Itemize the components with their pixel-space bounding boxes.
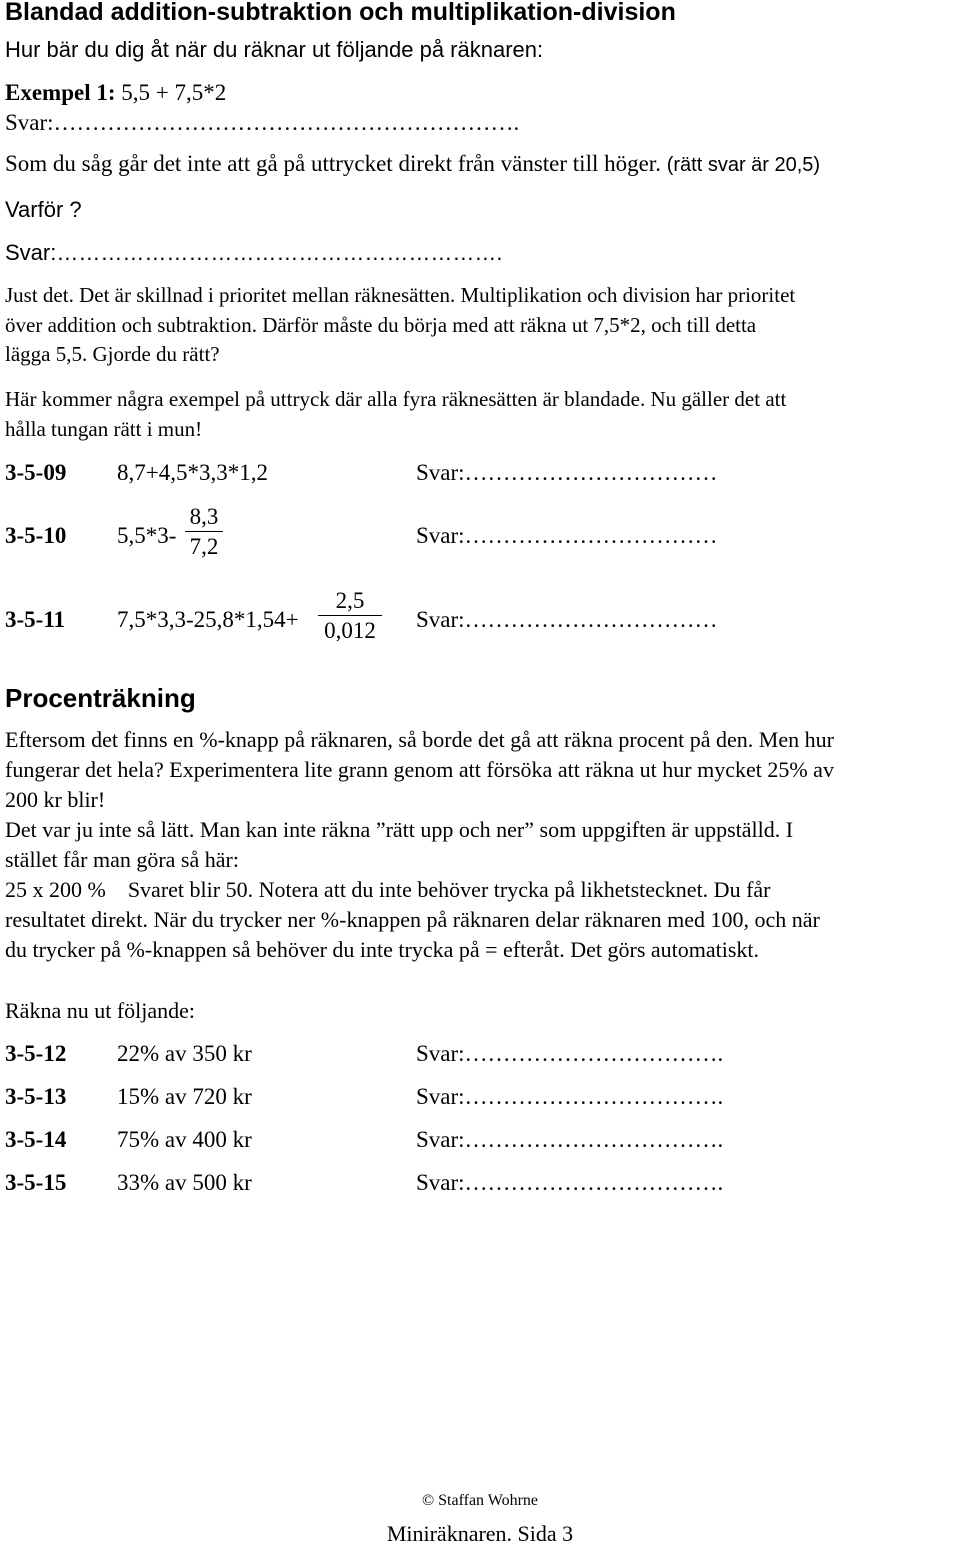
exercise-expression: 75% av 400 kr [117,1127,252,1152]
exercise-id: 3-5-11 [5,607,66,632]
intro-text: Hur bär du dig åt när du räknar ut följande på räknaren: [5,37,544,62]
fraction-bar [318,615,382,616]
example-label: Exempel 1: [5,80,116,105]
percent-line: fungerar det hela? Experimentera lite grann genom att försöka att räkna ut hur mycket 25% av [5,757,834,782]
exercise-expression: 33% av 500 kr [117,1170,252,1195]
exercise-id: 3-5-10 [5,523,67,548]
explain-line-3: lägga 5,5. Gjorde du rätt? [5,342,220,366]
explain-line-2: över addition och subtraktion. Därför måste du börja med att räkna ut 7,5*2, och till detta [5,313,757,337]
fraction [318,587,382,644]
fraction-numerator: 2,5 [335,588,365,613]
percent-line: Det var ju inte så lätt. Man kan inte räkna ”rätt upp och ner” som uppgiften är uppställd. I [5,817,794,842]
footer-copyright: © Staffan Wohrne [421,1492,539,1509]
percent-line: du trycker på %-knappen så behöver du inte trycka på = efteråt. Det görs automatiskt. [5,937,760,962]
exercise-expression: 5,5*3- [117,523,177,548]
example-expr: 5,5 + 7,5*2 [121,80,227,105]
mixed-line-2: hålla tungan rätt i mun! [5,417,203,441]
exercise-answer-line: Svar:…………………………… [416,460,718,485]
exercise-answer-line: Svar:……………………………. [416,1041,724,1066]
exercise-id: 3-5-12 [5,1041,67,1066]
exercise-expression: 22% av 350 kr [117,1041,252,1066]
percent-line: stället får man göra så här: [5,847,239,872]
answer-line-2: Svar:……………………………………………………. [5,240,503,265]
fraction [185,503,223,560]
fraction-denominator: 7,2 [189,534,219,559]
exercise-id: 3-5-14 [5,1127,67,1152]
mixed-line-1: Här kommer några exempel på uttryck där alla fyra räknesätten är blandade. Nu gäller det att [5,387,787,411]
exercise-expression: 15% av 720 kr [117,1084,252,1109]
why-question: Varför ? [5,197,82,222]
explain-line-1: Just det. Det är skillnad i prioritet mellan räknesätten. Multiplikation och division har prioritet [5,283,796,307]
exercise-answer-line: Svar:……………………………. [416,1127,724,1152]
fraction-numerator: 8,3 [189,504,219,529]
exercise-answer-line: Svar:……………………………. [416,1170,724,1195]
exercise-answer-line: Svar:……………………………. [416,1084,724,1109]
exercise-id: 3-5-13 [5,1084,67,1109]
exercise-answer-line: Svar:…………………………… [416,523,718,548]
exercise-id: 3-5-15 [5,1170,67,1195]
exercise-expression: 7,5*3,3-25,8*1,54+ [117,607,299,632]
footer-page: Miniräknaren. Sida 3 [386,1521,574,1546]
exercise-answer-line: Svar:…………………………… [416,607,718,632]
percent-line: resultatet direkt. När du trycker ner %-knappen på räknaren delar räknaren med 100, och när [5,907,820,932]
example-1 [5,80,226,106]
section-title-percent: Procenträkning [5,683,196,713]
page-title: Blandad addition-subtraktion och multiplikation-division [5,0,676,26]
paragraph-left-to-right: Som du såg går det inte att gå på uttrycket direkt från vänster till höger. (rätt svar är 20,5) [5,151,821,176]
fraction-bar [185,531,223,532]
answer-line-1: Svar:……………………………………………………. [5,110,520,135]
calculate-following: Räkna nu ut följande: [5,998,196,1023]
exercise-expression: 8,7+4,5*3,3*1,2 [117,460,268,485]
percent-line: Eftersom det finns en %-knapp på räknaren, så borde det gå att räkna procent på den. Men hur [5,727,834,752]
correct-answer-note: (rätt svar är 20,5) [666,154,821,176]
percent-line: 200 kr blir! [5,787,106,812]
fraction-denominator: 0,012 [324,618,376,643]
percent-line: 25 x 200 % Svaret blir 50. Notera att du inte behöver trycka på likhetstecknet. Du får [5,877,771,902]
exercise-id: 3-5-09 [5,460,67,485]
